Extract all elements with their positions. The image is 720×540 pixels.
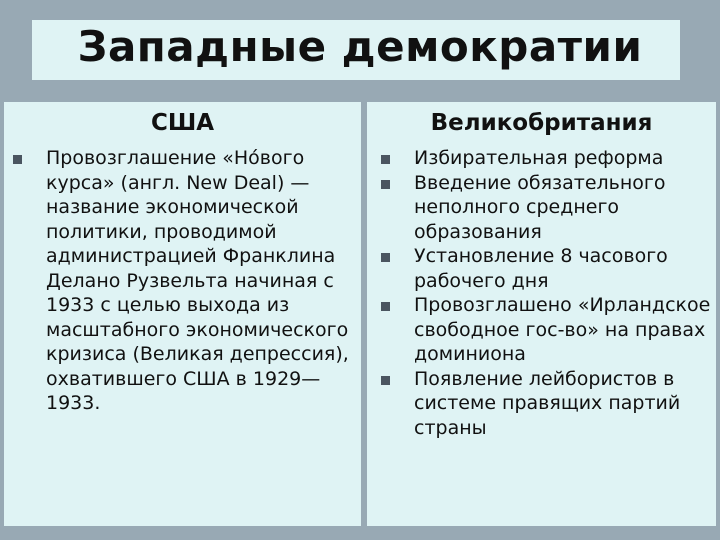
list-item	[378, 146, 714, 171]
square-bullet-icon	[381, 302, 390, 311]
list-item-text: Провозглашено «Ирландское свободное гос-во» на правах доминиона	[414, 294, 711, 365]
square-bullet-icon	[381, 376, 390, 385]
slide-title: Западные демократии	[77, 22, 643, 71]
usa-list	[10, 146, 355, 416]
list-item	[378, 293, 714, 367]
list-item	[10, 146, 355, 416]
list-item-text: Введение обязательного неполного среднего образования	[414, 171, 666, 243]
list-item	[378, 171, 714, 245]
usa-heading: США	[150, 110, 215, 136]
square-bullet-icon	[381, 253, 390, 262]
square-bullet-icon	[381, 180, 390, 189]
list-item	[378, 367, 714, 441]
list-item	[378, 244, 714, 293]
uk-heading: Великобритания	[430, 110, 653, 136]
uk-list	[378, 146, 714, 440]
list-item-text: Избирательная реформа	[414, 147, 664, 169]
list-item-text: Установление 8 часового рабочего дня	[414, 245, 668, 292]
square-bullet-icon	[381, 155, 390, 164]
list-item-text: Провозглашение «Но́вого курса» (англ. New Deal) — название экономической политики, проводимой администрацией Франклина Делано Рузвельта начиная с 1933 с целью выхода из масштабного экономического кризиса (Великая депрессия), охватившего США в 1929—1933.	[46, 147, 349, 414]
list-item-text: Появление лейбористов в системе правящих партий страны	[414, 367, 681, 439]
square-bullet-icon	[13, 155, 22, 164]
